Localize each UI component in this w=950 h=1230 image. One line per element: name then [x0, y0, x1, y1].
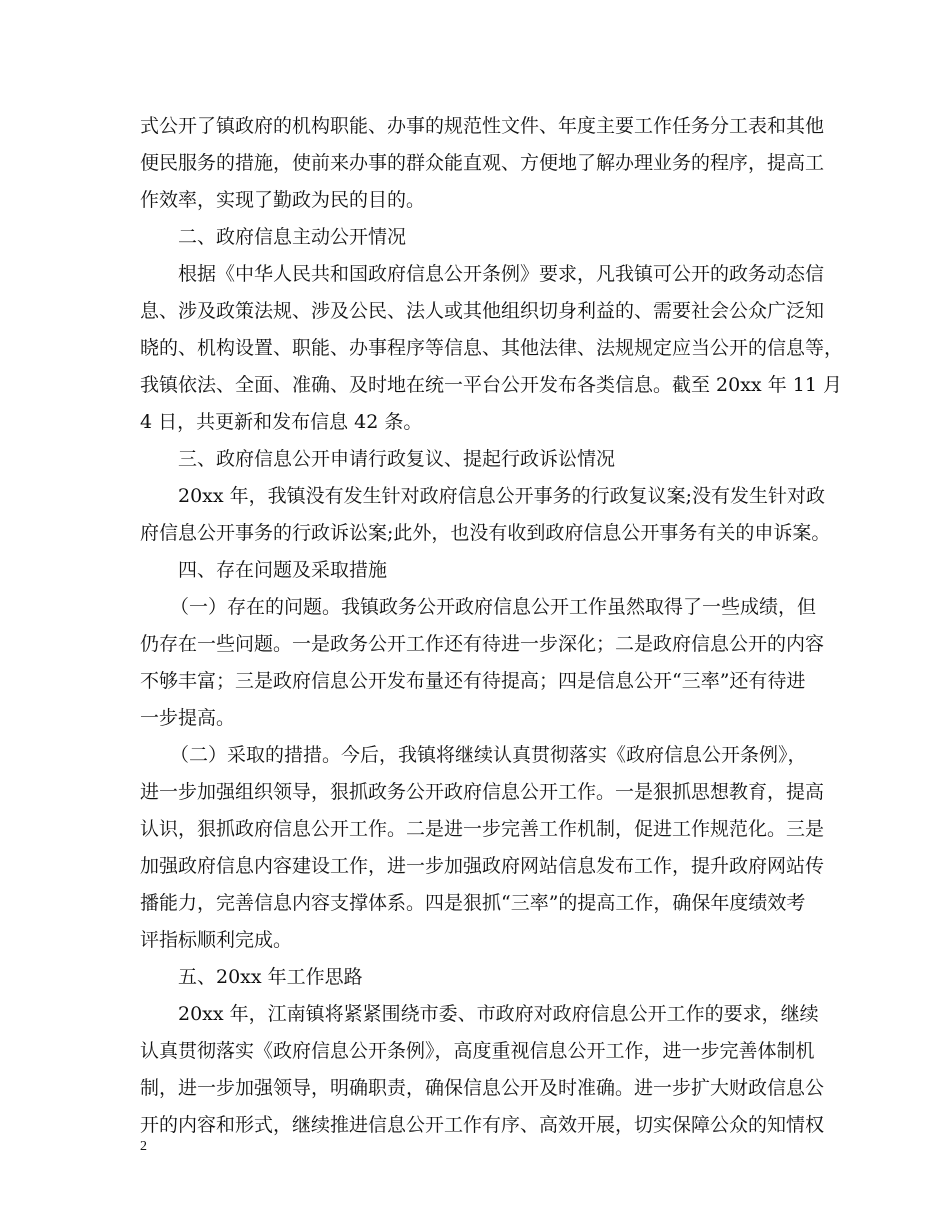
text-line: 进一步加强组织领导，狠抓政务公开政府信息公开工作。一是狠抓思想教育，提高: [140, 781, 825, 803]
text-line: 一步提高。: [140, 707, 236, 729]
text-line: 息、涉及政策法规、涉及公民、法人或其他组织切身利益的、需要社会公众广泛知: [140, 300, 825, 322]
text-line: 作效率，实现了勤政为民的目的。: [140, 189, 426, 211]
section-heading: 四、存在问题及采取措施: [178, 559, 388, 581]
text-line: 开的内容和形式，继续推进信息公开工作有序、高效开展，切实保障公众的知情权: [140, 1114, 825, 1136]
text-line: 府信息公开事务的行政诉讼案;此外，也没有收到政府信息公开事务有关的申诉案。: [140, 522, 831, 544]
text-line: 评指标顺利完成。: [140, 929, 293, 951]
text-line: （一）存在的问题。我镇政务公开政府信息公开工作虽然取得了一些成绩，但: [170, 596, 817, 618]
text-line: 晓的、机构设置、职能、办事程序等信息、其他法律、法规规定应当公开的信息等，: [140, 337, 844, 359]
document-body: [140, 108, 844, 1144]
text-line: 20xx 年，我镇没有发生针对政府信息公开事务的行政复议案;没有发生针对政: [178, 485, 826, 507]
text-line: 4 日，共更新和发布信息 42 条。: [140, 411, 423, 433]
section-heading: 五、20xx 年工作思路: [178, 966, 363, 988]
text-line: 认识，狠抓政府信息公开工作。二是进一步完善工作机制，促进工作规范化。三是: [140, 818, 825, 840]
text-line: 根据《中华人民共和国政府信息公开条例》要求，凡我镇可公开的政务动态信: [178, 263, 825, 285]
text-line: 认真贯彻落实《政府信息公开条例》，高度重视信息公开工作，进一步完善体制机: [140, 1040, 815, 1062]
page-number: 2: [140, 1139, 147, 1154]
text-line: 加强政府信息内容建设工作，进一步加强政府网站信息发布工作，提升政府网站传: [140, 855, 825, 877]
text-line: 播能力，完善信息内容支撑体系。四是狠抓“三率”的提高工作，确保年度绩效考: [140, 892, 806, 914]
text-line: 我镇依法、全面、准确、及时地在统一平台公开发布各类信息。截至 20xx 年 11 月: [140, 374, 842, 396]
text-line: （二）采取的措措。今后，我镇将继续认真贯彻落实《政府信息公开条例》，: [170, 744, 807, 766]
text-line: 不够丰富；三是政府信息公开发布量还有待提高；四是信息公开“三率”还有待进: [140, 670, 806, 692]
text-line: 便民服务的措施，使前来办事的群众能直观、方便地了解办理业务的程序，提高工: [140, 152, 825, 174]
section-heading: 三、政府信息公开申请行政复议、提起行政诉讼情况: [178, 448, 616, 470]
section-heading: 二、政府信息主动公开情况: [178, 226, 407, 248]
text-line: 式公开了镇政府的机构职能、办事的规范性文件、年度主要工作任务分工表和其他: [140, 115, 825, 137]
text-line: 制，进一步加强领导，明确职责，确保信息公开及时准确。进一步扩大财政信息公: [140, 1077, 825, 1099]
text-line: 仍存在一些问题。一是政务公开工作还有待进一步深化；二是政府信息公开的内容: [140, 633, 825, 655]
text-line: 20xx 年，江南镇将紧紧围绕市委、市政府对政府信息公开工作的要求，继续: [178, 1003, 819, 1025]
